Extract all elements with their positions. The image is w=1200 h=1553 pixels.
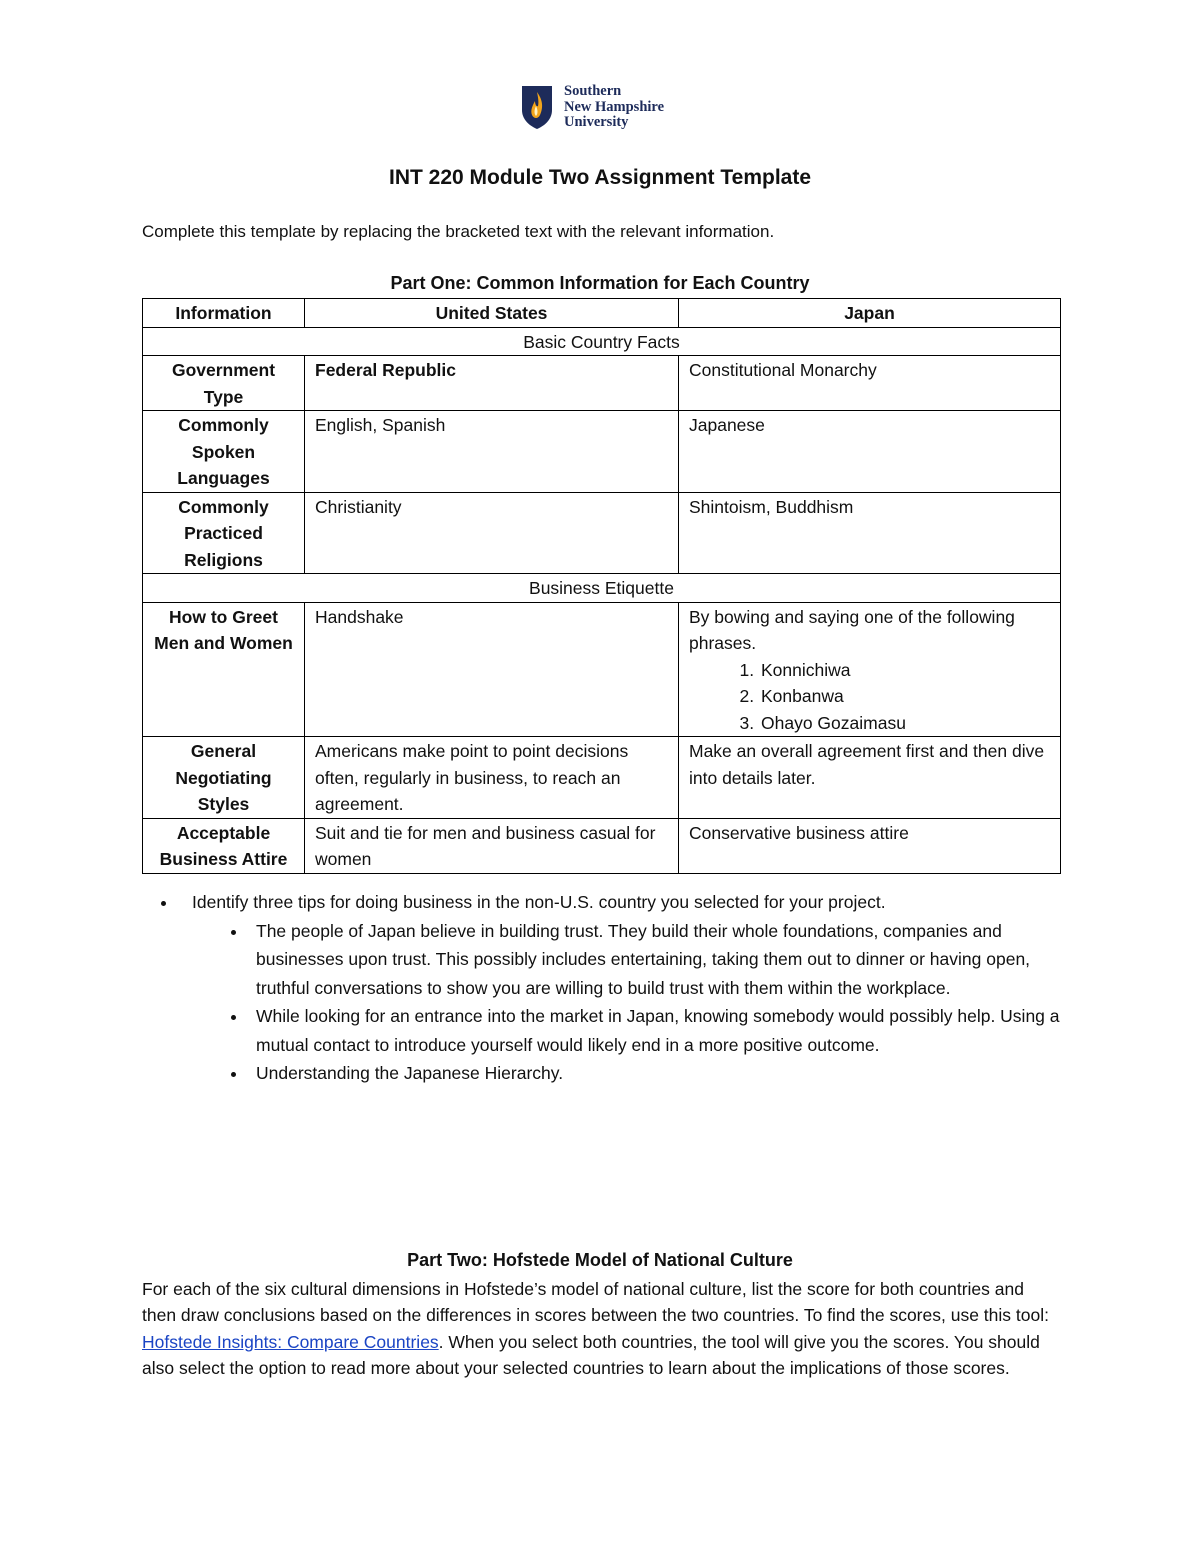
table-row-government (143, 356, 1061, 411)
table-row-attire (143, 818, 1061, 873)
shield-flame-icon (520, 84, 554, 130)
logo-line-1: Southern (564, 83, 622, 99)
label-negotiating: General Negotiating Styles (143, 737, 305, 819)
japan-attire: Conservative business attire (679, 818, 1061, 873)
tips-numbered-list (192, 917, 1062, 1088)
list-item: • While looking for an entrance into the market in Japan, knowing somebody would possibly help. Using a mutual contact to introduce yourself would likely end in a more positive outcome. (248, 1002, 1062, 1059)
us-languages: English, Spanish (305, 411, 679, 493)
logo-wordmark (564, 84, 664, 131)
list-item: • Understanding the Japanese Hierarchy. (248, 1059, 1062, 1088)
greeting-phrase-list (689, 657, 1050, 737)
label-languages: Commonly Spoken Languages (143, 411, 305, 493)
list-item: 3. Ohayo Gozaimasu (759, 710, 1050, 737)
table-row-negotiating (143, 737, 1061, 819)
tips-prompt (178, 888, 1062, 1088)
section-business-etiquette: Business Etiquette (143, 574, 1061, 603)
part-one-heading: Part One: Common Information for Each Country (390, 273, 810, 293)
section-basic-country-facts: Basic Country Facts (143, 327, 1061, 356)
us-religions: Christianity (305, 492, 679, 574)
section-row-basic-facts (143, 327, 1061, 356)
us-attire: Suit and tie for men and business casual for women (305, 818, 679, 873)
list-item: • The people of Japan believe in building trust. They build their whole foundations, companies and businesses upon trust. This possibly includes entertaining, taking them out to dinner or having open, truthful conversations to show you are willing to build trust with them within the workplace. (248, 917, 1062, 1003)
tips-bullet-list (142, 888, 1062, 1088)
university-logo (520, 84, 664, 131)
instructions-text: Complete this template by replacing the bracketed text with the relevant information. (142, 222, 775, 241)
label-attire: Acceptable Business Attire (143, 818, 305, 873)
label-government-type: Government Type (143, 356, 305, 411)
japan-languages: Japanese (679, 411, 1061, 493)
logo-line-2: New Hampshire (564, 98, 665, 115)
hofstede-compare-link[interactable]: Hofstede Insights: Compare Countries (142, 1331, 439, 1352)
table-row-languages (143, 411, 1061, 493)
japan-religions: Shintoism, Buddhism (679, 492, 1061, 574)
part-two-text-before-link: For each of the six cultural dimensions in Hofstede’s model of national culture, list the score for both countries and then draw conclusions based on the differences in scores between the two countries. To find the scores, use this tool: (142, 1279, 1049, 1326)
part-two-text-after-link: . When you select both countries, the tool will give you the scores. You should also select the option to read more about your selected countries to learn about the implications of those scores. (142, 1331, 1040, 1378)
japan-government-type: Constitutional Monarchy (679, 356, 1061, 411)
header-united-states: United States (305, 299, 679, 328)
japan-greet (679, 602, 1061, 737)
header-japan: Japan (679, 299, 1061, 328)
part-two-heading: Part Two: Hofstede Model of National Culture (407, 1250, 793, 1270)
table-row-greet (143, 602, 1061, 737)
country-comparison-table (142, 298, 1061, 874)
tips-prompt-text: Identify three tips for doing business in the non-U.S. country you selected for your project. (192, 892, 886, 912)
part-two-paragraph (142, 1276, 1062, 1381)
table-header-row (143, 299, 1061, 328)
us-negotiating: Americans make point to point decisions often, regularly in business, to reach an agreement. (305, 737, 679, 819)
us-government-type: Federal Republic (305, 356, 679, 411)
logo-line-3: University (564, 114, 629, 130)
business-tips-section (142, 888, 1062, 1088)
list-item: 1. Konnichiwa (759, 657, 1050, 684)
document-title: INT 220 Module Two Assignment Template (389, 166, 811, 189)
us-greet: Handshake (305, 602, 679, 737)
list-item: 2. Konbanwa (759, 683, 1050, 710)
label-religions: Commonly Practiced Religions (143, 492, 305, 574)
section-row-business-etiquette (143, 574, 1061, 603)
header-information: Information (143, 299, 305, 328)
japan-negotiating: Make an overall agreement first and then dive into details later. (679, 737, 1061, 819)
label-greet: How to Greet Men and Women (143, 602, 305, 737)
table-row-religions (143, 492, 1061, 574)
japan-greet-intro: By bowing and saying one of the following phrases. (689, 606, 1015, 653)
